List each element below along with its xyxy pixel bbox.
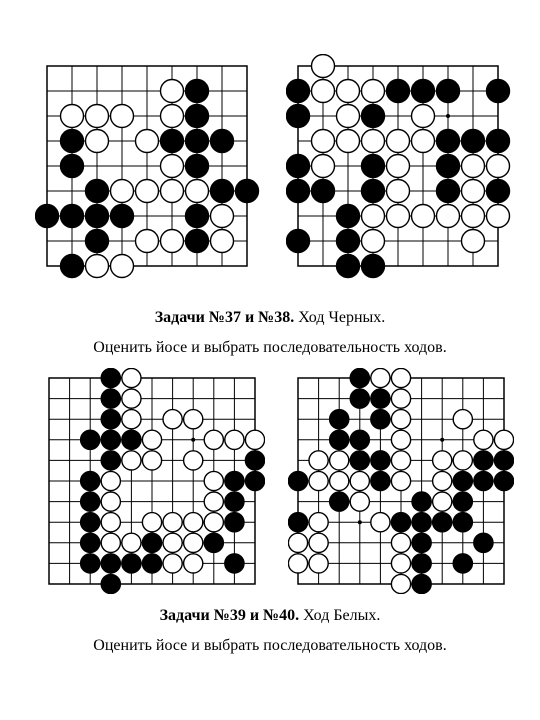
- white-stone: [362, 80, 385, 103]
- white-stone: [462, 180, 485, 203]
- white-stone: [371, 368, 390, 387]
- white-stone: [163, 554, 182, 573]
- black-stone: [81, 533, 100, 552]
- black-stone: [437, 80, 460, 103]
- white-stone: [391, 533, 410, 552]
- white-stone: [387, 130, 410, 153]
- white-stone: [86, 255, 109, 278]
- black-stone: [287, 105, 310, 128]
- black-stone: [86, 230, 109, 253]
- white-stone: [288, 554, 307, 573]
- white-stone: [391, 410, 410, 429]
- white-stone: [86, 105, 109, 128]
- black-stone: [312, 180, 335, 203]
- caption-title: Задачи №37 и №38.: [154, 309, 295, 326]
- white-stone: [101, 533, 120, 552]
- white-stone: [122, 533, 141, 552]
- black-stone: [412, 492, 431, 511]
- black-stone: [101, 451, 120, 470]
- black-stone: [204, 533, 223, 552]
- black-stone: [362, 180, 385, 203]
- black-stone: [225, 471, 244, 490]
- white-stone: [86, 130, 109, 153]
- white-stone: [474, 430, 493, 449]
- black-stone: [186, 205, 209, 228]
- white-stone: [462, 155, 485, 178]
- black-stone: [186, 155, 209, 178]
- black-stone: [288, 471, 307, 490]
- white-stone: [312, 55, 335, 78]
- white-stone: [184, 513, 203, 532]
- white-stone: [225, 430, 244, 449]
- black-stone: [211, 180, 234, 203]
- white-stone: [211, 230, 234, 253]
- white-stone: [163, 513, 182, 532]
- white-stone: [136, 230, 159, 253]
- black-stone: [330, 492, 349, 511]
- white-stone: [204, 430, 223, 449]
- white-stone: [161, 230, 184, 253]
- black-stone: [161, 130, 184, 153]
- white-stone: [330, 471, 349, 490]
- black-stone: [101, 430, 120, 449]
- white-stone: [453, 451, 472, 470]
- black-stone: [211, 130, 234, 153]
- black-stone: [330, 410, 349, 429]
- black-stone: [81, 513, 100, 532]
- black-stone: [111, 205, 134, 228]
- white-stone: [433, 471, 452, 490]
- black-stone: [437, 180, 460, 203]
- white-stone: [362, 205, 385, 228]
- white-stone: [412, 205, 435, 228]
- white-stone: [161, 80, 184, 103]
- white-stone: [437, 205, 460, 228]
- black-stone: [412, 513, 431, 532]
- white-stone: [204, 513, 223, 532]
- white-stone: [101, 471, 120, 490]
- white-stone: [462, 230, 485, 253]
- white-stone: [211, 205, 234, 228]
- black-stone: [81, 471, 100, 490]
- black-stone: [61, 205, 84, 228]
- white-stone: [163, 410, 182, 429]
- white-stone: [245, 430, 264, 449]
- white-stone: [204, 471, 223, 490]
- white-stone: [391, 451, 410, 470]
- white-stone: [391, 554, 410, 573]
- black-stone: [287, 180, 310, 203]
- black-stone: [36, 205, 59, 228]
- black-stone: [371, 410, 390, 429]
- black-stone: [330, 430, 349, 449]
- black-stone: [245, 451, 264, 470]
- white-stone: [312, 130, 335, 153]
- white-stone: [101, 513, 120, 532]
- black-stone: [337, 255, 360, 278]
- black-stone: [186, 130, 209, 153]
- black-stone: [245, 471, 264, 490]
- black-stone: [287, 80, 310, 103]
- hoshi-point: [440, 438, 444, 442]
- stones-layer: [288, 368, 513, 593]
- black-stone: [186, 105, 209, 128]
- black-stone: [487, 80, 510, 103]
- white-stone: [136, 180, 159, 203]
- black-stone: [371, 451, 390, 470]
- white-stone: [161, 155, 184, 178]
- black-stone: [371, 471, 390, 490]
- white-stone: [161, 180, 184, 203]
- white-stone: [330, 451, 349, 470]
- black-stone: [494, 471, 513, 490]
- black-stone: [81, 492, 100, 511]
- black-stone: [236, 180, 259, 203]
- caption-title: Задачи №39 и №40.: [159, 607, 300, 624]
- black-stone: [487, 180, 510, 203]
- black-stone: [287, 230, 310, 253]
- black-stone: [437, 155, 460, 178]
- black-stone: [462, 130, 485, 153]
- caption-move: Ход Черных.: [294, 309, 386, 326]
- caption-problems-39-40: [0, 606, 540, 626]
- white-stone: [122, 368, 141, 387]
- black-stone: [433, 513, 452, 532]
- white-stone: [391, 368, 410, 387]
- white-stone: [204, 492, 223, 511]
- white-stone: [387, 155, 410, 178]
- black-stone: [350, 368, 369, 387]
- go-board-problem-38: [286, 54, 512, 280]
- white-stone: [433, 451, 452, 470]
- black-stone: [350, 430, 369, 449]
- white-stone: [412, 105, 435, 128]
- white-stone: [391, 389, 410, 408]
- white-stone: [362, 230, 385, 253]
- white-stone: [391, 430, 410, 449]
- white-stone: [288, 533, 307, 552]
- caption-move: Ход Белых.: [299, 607, 381, 624]
- black-stone: [186, 230, 209, 253]
- white-stone: [309, 513, 328, 532]
- white-stone: [453, 410, 472, 429]
- black-stone: [412, 80, 435, 103]
- black-stone: [474, 451, 493, 470]
- white-stone: [136, 130, 159, 153]
- black-stone: [101, 389, 120, 408]
- black-stone: [362, 255, 385, 278]
- white-stone: [184, 451, 203, 470]
- white-stone: [309, 451, 328, 470]
- white-stone: [101, 492, 120, 511]
- go-board-problem-37: [35, 54, 261, 280]
- white-stone: [163, 533, 182, 552]
- white-stone: [412, 130, 435, 153]
- black-stone: [142, 533, 161, 552]
- white-stone: [387, 180, 410, 203]
- black-stone: [494, 451, 513, 470]
- white-stone: [161, 105, 184, 128]
- black-stone: [101, 574, 120, 593]
- white-stone: [142, 430, 161, 449]
- black-stone: [350, 451, 369, 470]
- black-stone: [437, 130, 460, 153]
- black-stone: [453, 513, 472, 532]
- black-stone: [362, 155, 385, 178]
- black-stone: [474, 533, 493, 552]
- black-stone: [337, 205, 360, 228]
- black-stone: [453, 471, 472, 490]
- black-stone: [61, 155, 84, 178]
- hoshi-point: [358, 520, 362, 524]
- white-stone: [186, 180, 209, 203]
- white-stone: [184, 554, 203, 573]
- white-stone: [433, 492, 452, 511]
- black-stone: [453, 554, 472, 573]
- black-stone: [371, 389, 390, 408]
- white-stone: [462, 205, 485, 228]
- black-stone: [122, 554, 141, 573]
- black-stone: [61, 130, 84, 153]
- white-stone: [184, 410, 203, 429]
- white-stone: [111, 180, 134, 203]
- black-stone: [86, 205, 109, 228]
- white-stone: [111, 105, 134, 128]
- hoshi-point: [446, 114, 450, 118]
- black-stone: [453, 492, 472, 511]
- go-board-problem-39: [39, 368, 265, 594]
- black-stone: [337, 230, 360, 253]
- hoshi-point: [191, 438, 195, 442]
- black-stone: [81, 554, 100, 573]
- white-stone: [391, 471, 410, 490]
- white-stone: [309, 554, 328, 573]
- black-stone: [142, 554, 161, 573]
- black-stone: [101, 410, 120, 429]
- black-stone: [101, 368, 120, 387]
- black-stone: [391, 513, 410, 532]
- white-stone: [142, 513, 161, 532]
- black-stone: [412, 574, 431, 593]
- black-stone: [412, 533, 431, 552]
- white-stone: [309, 471, 328, 490]
- black-stone: [487, 130, 510, 153]
- black-stone: [412, 554, 431, 573]
- white-stone: [371, 513, 390, 532]
- white-stone: [362, 130, 385, 153]
- white-stone: [387, 205, 410, 228]
- white-stone: [142, 451, 161, 470]
- white-stone: [312, 80, 335, 103]
- black-stone: [287, 155, 310, 178]
- black-stone: [225, 554, 244, 573]
- white-stone: [309, 533, 328, 552]
- black-stone: [350, 389, 369, 408]
- go-board-problem-40: [288, 368, 514, 594]
- white-stone: [122, 410, 141, 429]
- white-stone: [337, 105, 360, 128]
- black-stone: [362, 105, 385, 128]
- caption-task: Оценить йосе и выбрать последовательность ходов.: [93, 339, 447, 356]
- black-stone: [387, 80, 410, 103]
- white-stone: [337, 130, 360, 153]
- black-stone: [186, 80, 209, 103]
- white-stone: [312, 155, 335, 178]
- caption-problems-37-38: [0, 308, 540, 328]
- black-stone: [122, 430, 141, 449]
- white-stone: [61, 105, 84, 128]
- caption-task: Оценить йосе и выбрать последовательность ходов.: [93, 637, 447, 654]
- white-stone: [487, 205, 510, 228]
- white-stone: [337, 80, 360, 103]
- white-stone: [122, 451, 141, 470]
- black-stone: [225, 492, 244, 511]
- black-stone: [474, 471, 493, 490]
- white-stone: [122, 389, 141, 408]
- white-stone: [111, 255, 134, 278]
- black-stone: [61, 255, 84, 278]
- black-stone: [81, 430, 100, 449]
- black-stone: [225, 513, 244, 532]
- black-stone: [86, 180, 109, 203]
- white-stone: [487, 155, 510, 178]
- white-stone: [391, 574, 410, 593]
- black-stone: [101, 554, 120, 573]
- white-stone: [494, 430, 513, 449]
- white-stone: [350, 471, 369, 490]
- white-stone: [184, 533, 203, 552]
- white-stone: [350, 492, 369, 511]
- black-stone: [288, 513, 307, 532]
